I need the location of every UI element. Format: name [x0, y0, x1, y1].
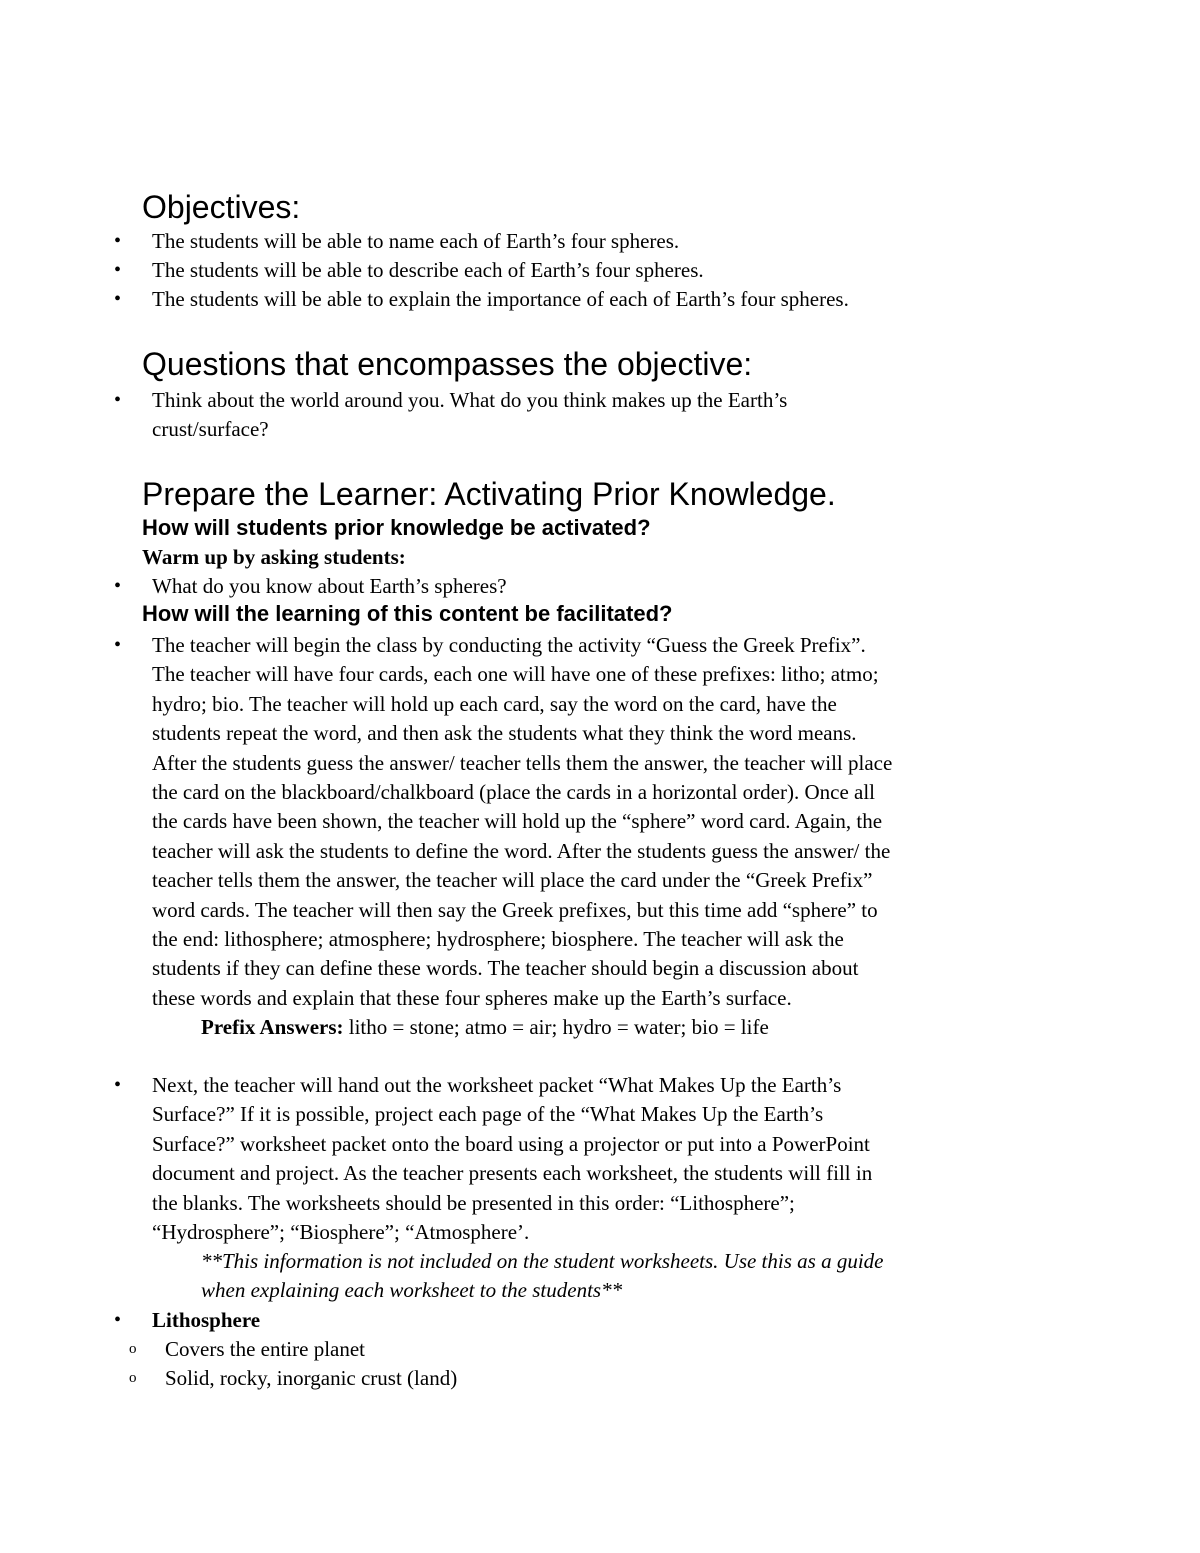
- warmup-question: What do you know about Earth’s spheres?: [152, 574, 507, 598]
- lithosphere-point: Covers the entire planet: [165, 1337, 366, 1361]
- paragraph-line: students repeat the word, and then ask the students what they think the word means.: [152, 721, 857, 746]
- paragraph-line: these words and explain that these four spheres make up the Earth’s surface.: [152, 985, 792, 1010]
- lithosphere-point: Solid, rocky, inorganic crust (land): [165, 1366, 458, 1390]
- objective-item: The students will be able to explain the importance of each of Earth’s four spheres.: [152, 287, 849, 311]
- paragraph-line: the card on the blackboard/chalkboard (place the cards in a horizontal order). Once all: [152, 780, 876, 805]
- bullet-icon: [114, 227, 126, 256]
- activity-paragraph: [152, 631, 1054, 1013]
- lithosphere-title: Lithosphere: [152, 1308, 261, 1332]
- prefix-answers-text: litho = stone; atmo = air; hydro = water; bio = life: [343, 1015, 769, 1039]
- question-line: crust/surface?: [152, 417, 269, 442]
- bullet-icon: [114, 386, 126, 415]
- objective-item: The students will be able to describe each of Earth’s four spheres.: [152, 258, 704, 282]
- questions-heading: Questions that encompasses the objective:: [142, 346, 753, 382]
- bullet-icon: [114, 256, 126, 285]
- objective-item: The students will be able to name each of Earth’s four spheres.: [152, 229, 680, 253]
- note-line: when explaining each worksheet to the students**: [201, 1278, 623, 1303]
- paragraph-line: word cards. The teacher will then say the Greek prefixes, but this time add “sphere” to: [152, 897, 878, 922]
- objectives-heading: Objectives:: [142, 189, 301, 225]
- paragraph-line: Next, the teacher will hand out the worksheet packet “What Makes Up the Earth’s: [152, 1073, 842, 1097]
- paragraph-line: The teacher will begin the class by conducting the activity “Guess the Greek Prefix”.: [152, 633, 866, 657]
- paragraph-line: the blanks. The worksheets should be presented in this order: “Lithosphere”;: [152, 1190, 795, 1215]
- paragraph-line: Surface?” worksheet packet onto the board using a projector or put into a PowerPoint: [152, 1131, 870, 1156]
- question-item: [152, 386, 1054, 445]
- paragraph-line: document and project. As the teacher presents each worksheet, the students will fill in: [152, 1161, 873, 1186]
- paragraph-line: the end: lithosphere; atmosphere; hydrosphere; biosphere. The teacher will ask the: [152, 927, 844, 952]
- sub-bullet-icon: [129, 1364, 141, 1393]
- bullet-icon: [114, 572, 126, 601]
- worksheet-paragraph: [152, 1071, 1054, 1247]
- activation-subheading: How will students prior knowledge be activated?: [142, 515, 651, 540]
- question-line: Think about the world around you. What do you think makes up the Earth’s: [152, 388, 788, 412]
- warmup-label: Warm up by asking students:: [142, 545, 406, 569]
- bullet-icon: [114, 1071, 126, 1100]
- bullet-icon: [114, 631, 126, 660]
- paragraph-line: the cards have been shown, the teacher will hold up the “sphere” word card. Again, the: [152, 809, 883, 834]
- paragraph-line: After the students guess the answer/ teacher tells them the answer, the teacher will place: [152, 750, 893, 775]
- prefix-answers: [201, 1013, 769, 1042]
- facilitation-subheading: How will the learning of this content be facilitated?: [142, 601, 673, 626]
- note-line: **This information is not included on the student worksheets. Use this as a guide: [201, 1249, 884, 1273]
- paragraph-line: “Hydrosphere”; “Biosphere”; “Atmosphere’.: [152, 1220, 530, 1245]
- prefix-answers-label: Prefix Answers:: [201, 1015, 344, 1039]
- bullet-icon: [114, 1306, 126, 1335]
- paragraph-line: teacher will ask the students to define the word. After the students guess the answer/ the: [152, 838, 891, 863]
- paragraph-line: The teacher will have four cards, each one will have one of these prefixes: litho; atmo;: [152, 662, 879, 687]
- paragraph-line: Surface?” If it is possible, project each page of the “What Makes Up the Earth’s: [152, 1102, 824, 1127]
- paragraph-line: hydro; bio. The teacher will hold up each card, say the word on the card, have the: [152, 691, 837, 716]
- paragraph-line: teacher tells them the answer, the teacher will place the card under the “Greek Prefix”: [152, 868, 873, 893]
- bullet-icon: [114, 285, 126, 314]
- sub-bullet-icon: [129, 1335, 141, 1364]
- paragraph-line: students if they can define these words. The teacher should begin a discussion about: [152, 956, 859, 981]
- teacher-note: [201, 1247, 1061, 1306]
- prepare-heading: Prepare the Learner: Activating Prior Knowledge.: [142, 476, 836, 512]
